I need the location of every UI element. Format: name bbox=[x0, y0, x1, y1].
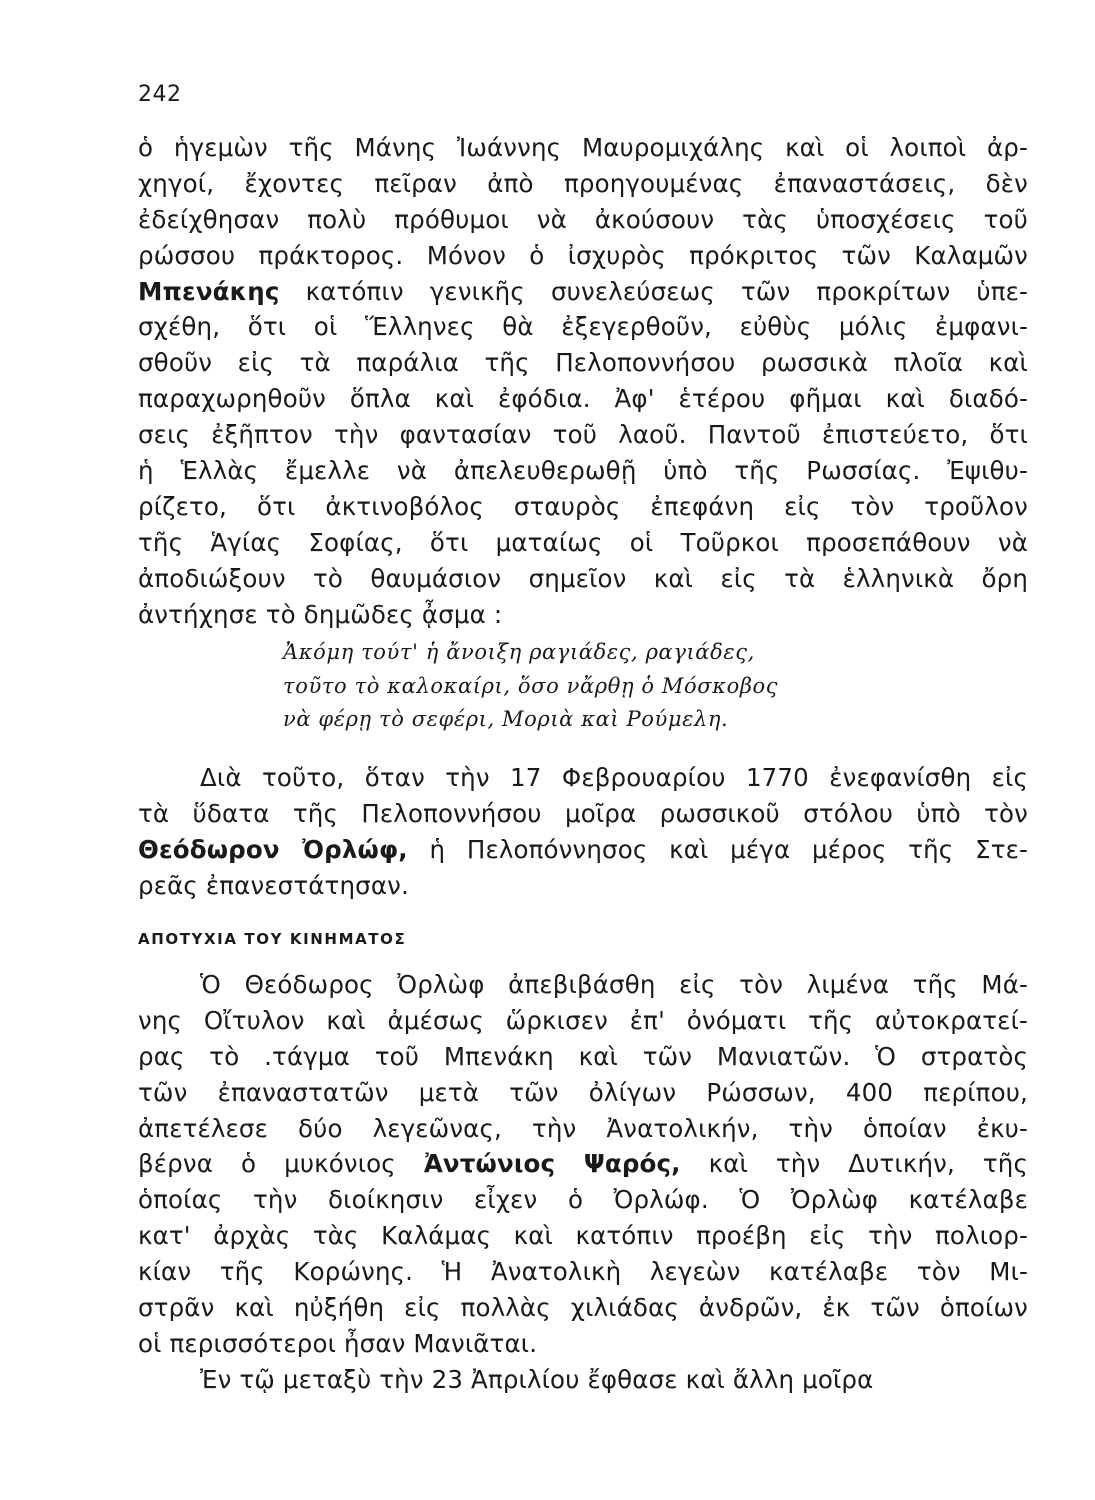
poem-line: νὰ φέρῃ τὸ σεφέρι, Μοριὰ καὶ Ρούμελη. bbox=[283, 707, 729, 731]
text-line bbox=[138, 1146, 1028, 1182]
text-line: σθοῦν εἰς τὰ παράλια τῆς Πελοποννήσου ρωσσικὰ πλοῖα καὶ bbox=[138, 348, 1028, 378]
text-line: σχέθη, ὅτι οἱ Ἕλληνες θὰ ἐξεγερθοῦν, εὐθὺς μόλις ἐμφανι- bbox=[138, 312, 1028, 342]
text-line: σεις ἐξῆπτον τὴν φαντασίαν τοῦ λαοῦ. Παντοῦ ἐπιστεύετο, ὅτι bbox=[138, 420, 1028, 450]
folk-song-quote bbox=[283, 636, 843, 737]
text-line: τὰ ὕδατα τῆς Πελοποννήσου μοῖρα ρωσσικοῦ στόλου ὑπὸ τὸν bbox=[138, 798, 1028, 828]
text-line: νης Οἴτυλον καὶ ἀμέσως ὥρκισεν ἐπ' ὀνόματι τῆς αὐτοκρατεί- bbox=[138, 1005, 1028, 1035]
text-line bbox=[138, 832, 1028, 868]
text-line: Ἐν τῷ μεταξὺ τὴν 23 Ἀπριλίου ἔφθασε καὶ ἄλλη μοῖρα bbox=[200, 1364, 874, 1394]
text-line: κατ' ἀρχὰς τὰς Καλάμας καὶ κατόπιν προέβη εἰς τὴν πολιορ- bbox=[138, 1221, 1028, 1251]
text-line: κίαν τῆς Κορώνης. Ἡ Ἀνατολικὴ λεγεὼν κατέλαβε τὸν Μι- bbox=[138, 1257, 1028, 1287]
text-line: ἐδείχθησαν πολὺ πρόθυμοι νὰ ἀκούσουν τὰς ὑποσχέσεις τοῦ bbox=[138, 204, 1028, 234]
text-line: ὁ ἡγεμὼν τῆς Μάνης Ἰωάννης Μαυρομιχάλης καὶ οἱ λοιποὶ ἀρ- bbox=[138, 133, 1028, 162]
text-line: ρώσσου πράκτορος. Μόνον ὁ ἰσχυρὸς πρόκριτος τῶν Καλαμῶν bbox=[138, 240, 1028, 270]
line-rest: ἡ Πελοπόννησος καὶ μέγα μέρος τῆς Στε- bbox=[407, 834, 1028, 864]
text-line: τῆς Ἁγίας Σοφίας, ὅτι ματαίως οἱ Τοῦρκοι προσεπάθουν νὰ bbox=[138, 527, 1028, 557]
text-line: Ὁ Θεόδωρος Ὀρλὼφ ἀπεβιβάσθη εἰς τὸν λιμένα τῆς Μά- bbox=[200, 970, 1028, 999]
poem-line: τοῦτο τὸ καλοκαίρι, ὅσο νἄρθῃ ὁ Μόσκοβος bbox=[283, 673, 779, 698]
text-line: ἀποδιώξουν τὸ θαυμάσιον σημεῖον καὶ εἰς τὰ ἑλληνικὰ ὄρη bbox=[138, 563, 1028, 593]
text-line: χηγοί, ἔχοντες πεῖραν ἀπὸ προηγουμένας ἐπαναστάσεις, δὲν bbox=[138, 168, 1028, 198]
text-line: ἡ Ἑλλὰς ἔμελλε νὰ ἀπελευθερωθῇ ὑπὸ τῆς Ρωσσίας. Ἐψιθυ- bbox=[138, 456, 1028, 486]
paragraph-1 bbox=[138, 130, 1028, 632]
text-line: Διὰ τοῦτο, ὅταν τὴν 17 Φεβρουαρίου 1770 ἐνεφανίσθη εἰς bbox=[200, 763, 1028, 792]
text-line: τῶν ἐπαναστατῶν μετὰ τῶν ὀλίγων Ρώσσων, 400 περίπου, bbox=[138, 1077, 1028, 1107]
text-line: ὁποίας τὴν διοίκησιν εἶχεν ὁ Ὀρλώφ. Ὁ Ὀρλὼφ κατέλαβε bbox=[138, 1185, 1028, 1215]
text-line: ἀπετέλεσε δύο λεγεῶνας, τὴν Ἀνατολικήν, τὴν ὁποίαν ἐκυ- bbox=[138, 1113, 1028, 1143]
text-line: παραχωρηθοῦν ὅπλα καὶ ἐφόδια. Ἀφ' ἑτέρου φῆμαι καὶ διαδό- bbox=[138, 384, 1028, 414]
text-line bbox=[138, 274, 1028, 310]
line-start: βέρνα ὁ μυκόνιος bbox=[138, 1149, 424, 1179]
line-rest: καὶ τὴν Δυτικήν, τῆς bbox=[680, 1149, 1028, 1179]
line-rest: κατόπιν γενικῆς συνελεύσεως τῶν προκρίτων ὑπε- bbox=[279, 276, 1028, 306]
paragraph-2 bbox=[138, 760, 1028, 904]
poem-line: Ἀκόμη τούτ' ἡ ἄνοιξη ραγιάδες, ραγιάδες, bbox=[283, 640, 755, 664]
bold-name: Θεόδωρον Ὀρλώφ, bbox=[138, 834, 408, 864]
paragraph-3 bbox=[138, 967, 1028, 1398]
bold-name: Μπενάκης bbox=[138, 276, 280, 306]
text-line: ἀντήχησε τὸ δημῶδες ᾆσμα : bbox=[138, 599, 503, 629]
text-line: ρεᾶς ἐπανεστάτησαν. bbox=[138, 870, 409, 900]
text-line: οἱ περισσότεροι ἦσαν Μανιᾶται. bbox=[138, 1328, 538, 1358]
text-line: ρίζετο, ὅτι ἀκτινοβόλος σταυρὸς ἐπεφάνη εἰς τὸν τροῦλον bbox=[138, 491, 1028, 521]
bold-name: Ἀντώνιος Ψαρός, bbox=[423, 1149, 681, 1179]
text-line: στρᾶν καὶ ηὐξήθη εἰς πολλὰς χιλιάδας ἀνδρῶν, ἐκ τῶν ὁποίων bbox=[138, 1293, 1028, 1323]
section-heading: ΑΠΟΤΥΧΙΑ ΤΟΥ ΚΙΝΗΜΑΤΟΣ bbox=[138, 930, 407, 948]
text-line: ρας τὸ .τάγμα τοῦ Μπενάκη καὶ τῶν Μανιατῶν. Ὁ στρατὸς bbox=[138, 1041, 1028, 1071]
page-number: 242 bbox=[138, 82, 182, 107]
